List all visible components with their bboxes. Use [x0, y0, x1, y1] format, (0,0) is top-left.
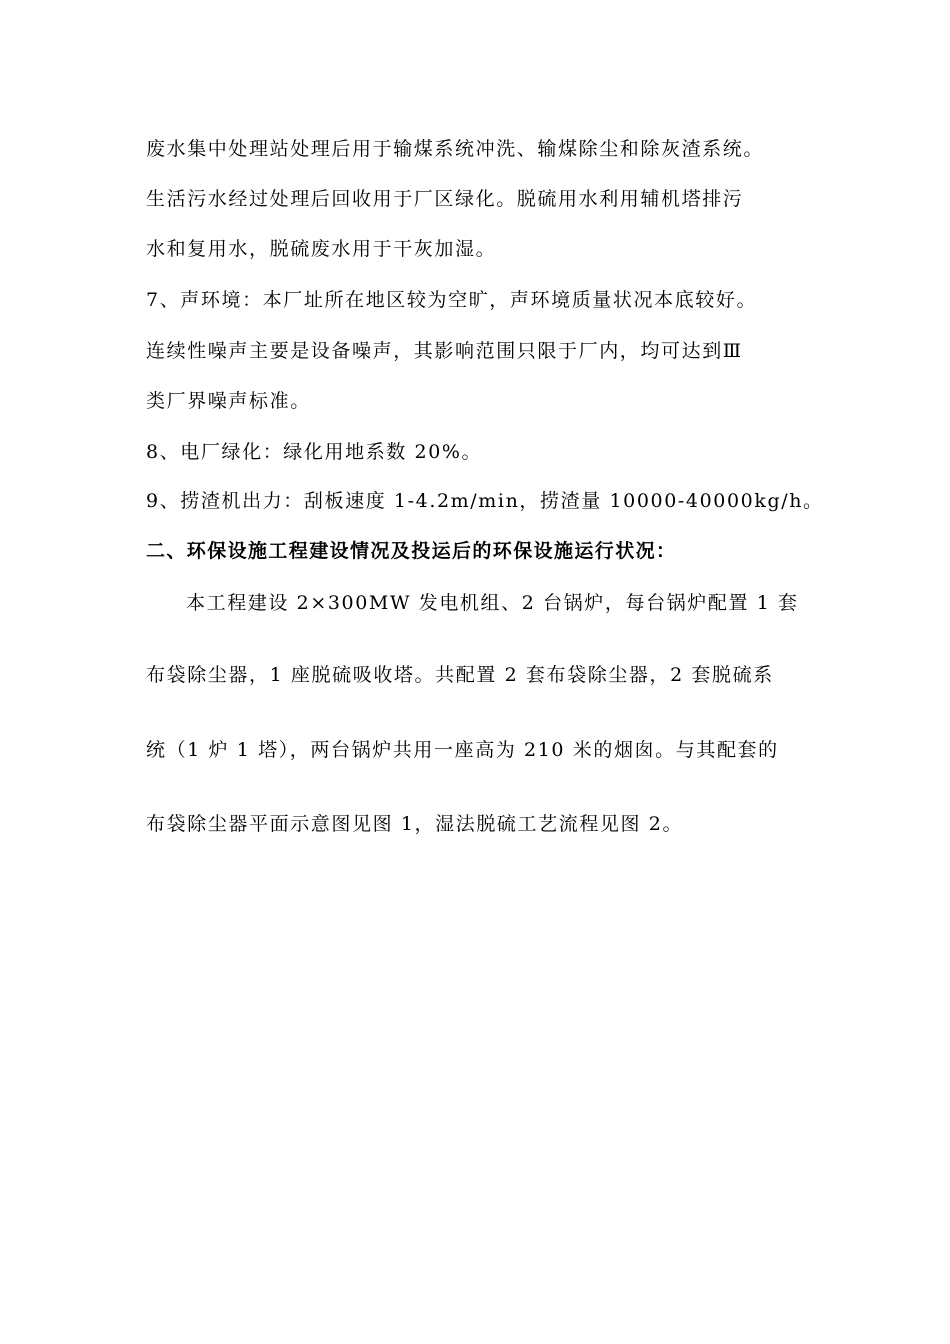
section-heading: 二、环保设施工程建设情况及投运后的环保设施运行状况： [146, 540, 677, 562]
text-line-1: 废水集中处理站处理后用于输煤系统冲洗、输煤除尘和除灰渣系统。 [146, 138, 765, 160]
text-line-3: 水和复用水，脱硫废水用于干灰加湿。 [146, 238, 497, 260]
text-line-5: 连续性噪声主要是设备噪声，其影响范围只限于厂内，均可达到Ⅲ [146, 340, 743, 362]
text-line-6: 类厂界噪声标准。 [146, 390, 311, 412]
text-line-8: 9、捞渣机出力：刮板速度 1-4.2m/min，捞渣量 10000-40000kg/h。 [146, 490, 824, 512]
text-line-2: 生活污水经过处理后回收用于厂区绿化。脱硫用水利用辅机塔排污 [146, 188, 744, 210]
paragraph-line-3: 统（1 炉 1 塔），两台锅炉共用一座高为 210 米的烟囱。与其配套的 [146, 739, 779, 761]
paragraph-line-1: 本工程建设 2×300MW 发电机组、2 台锅炉，每台锅炉配置 1 套 [186, 592, 799, 614]
text-line-7: 8、电厂绿化：绿化用地系数 20%。 [146, 441, 483, 463]
paragraph-line-2: 布袋除尘器，1 座脱硫吸收塔。共配置 2 套布袋除尘器，2 套脱硫系 [146, 664, 774, 686]
text-line-4: 7、声环境：本厂址所在地区较为空旷，声环境质量状况本底较好。 [146, 289, 758, 311]
paragraph-line-4: 布袋除尘器平面示意图见图 1，湿法脱硫工艺流程见图 2。 [146, 813, 684, 835]
